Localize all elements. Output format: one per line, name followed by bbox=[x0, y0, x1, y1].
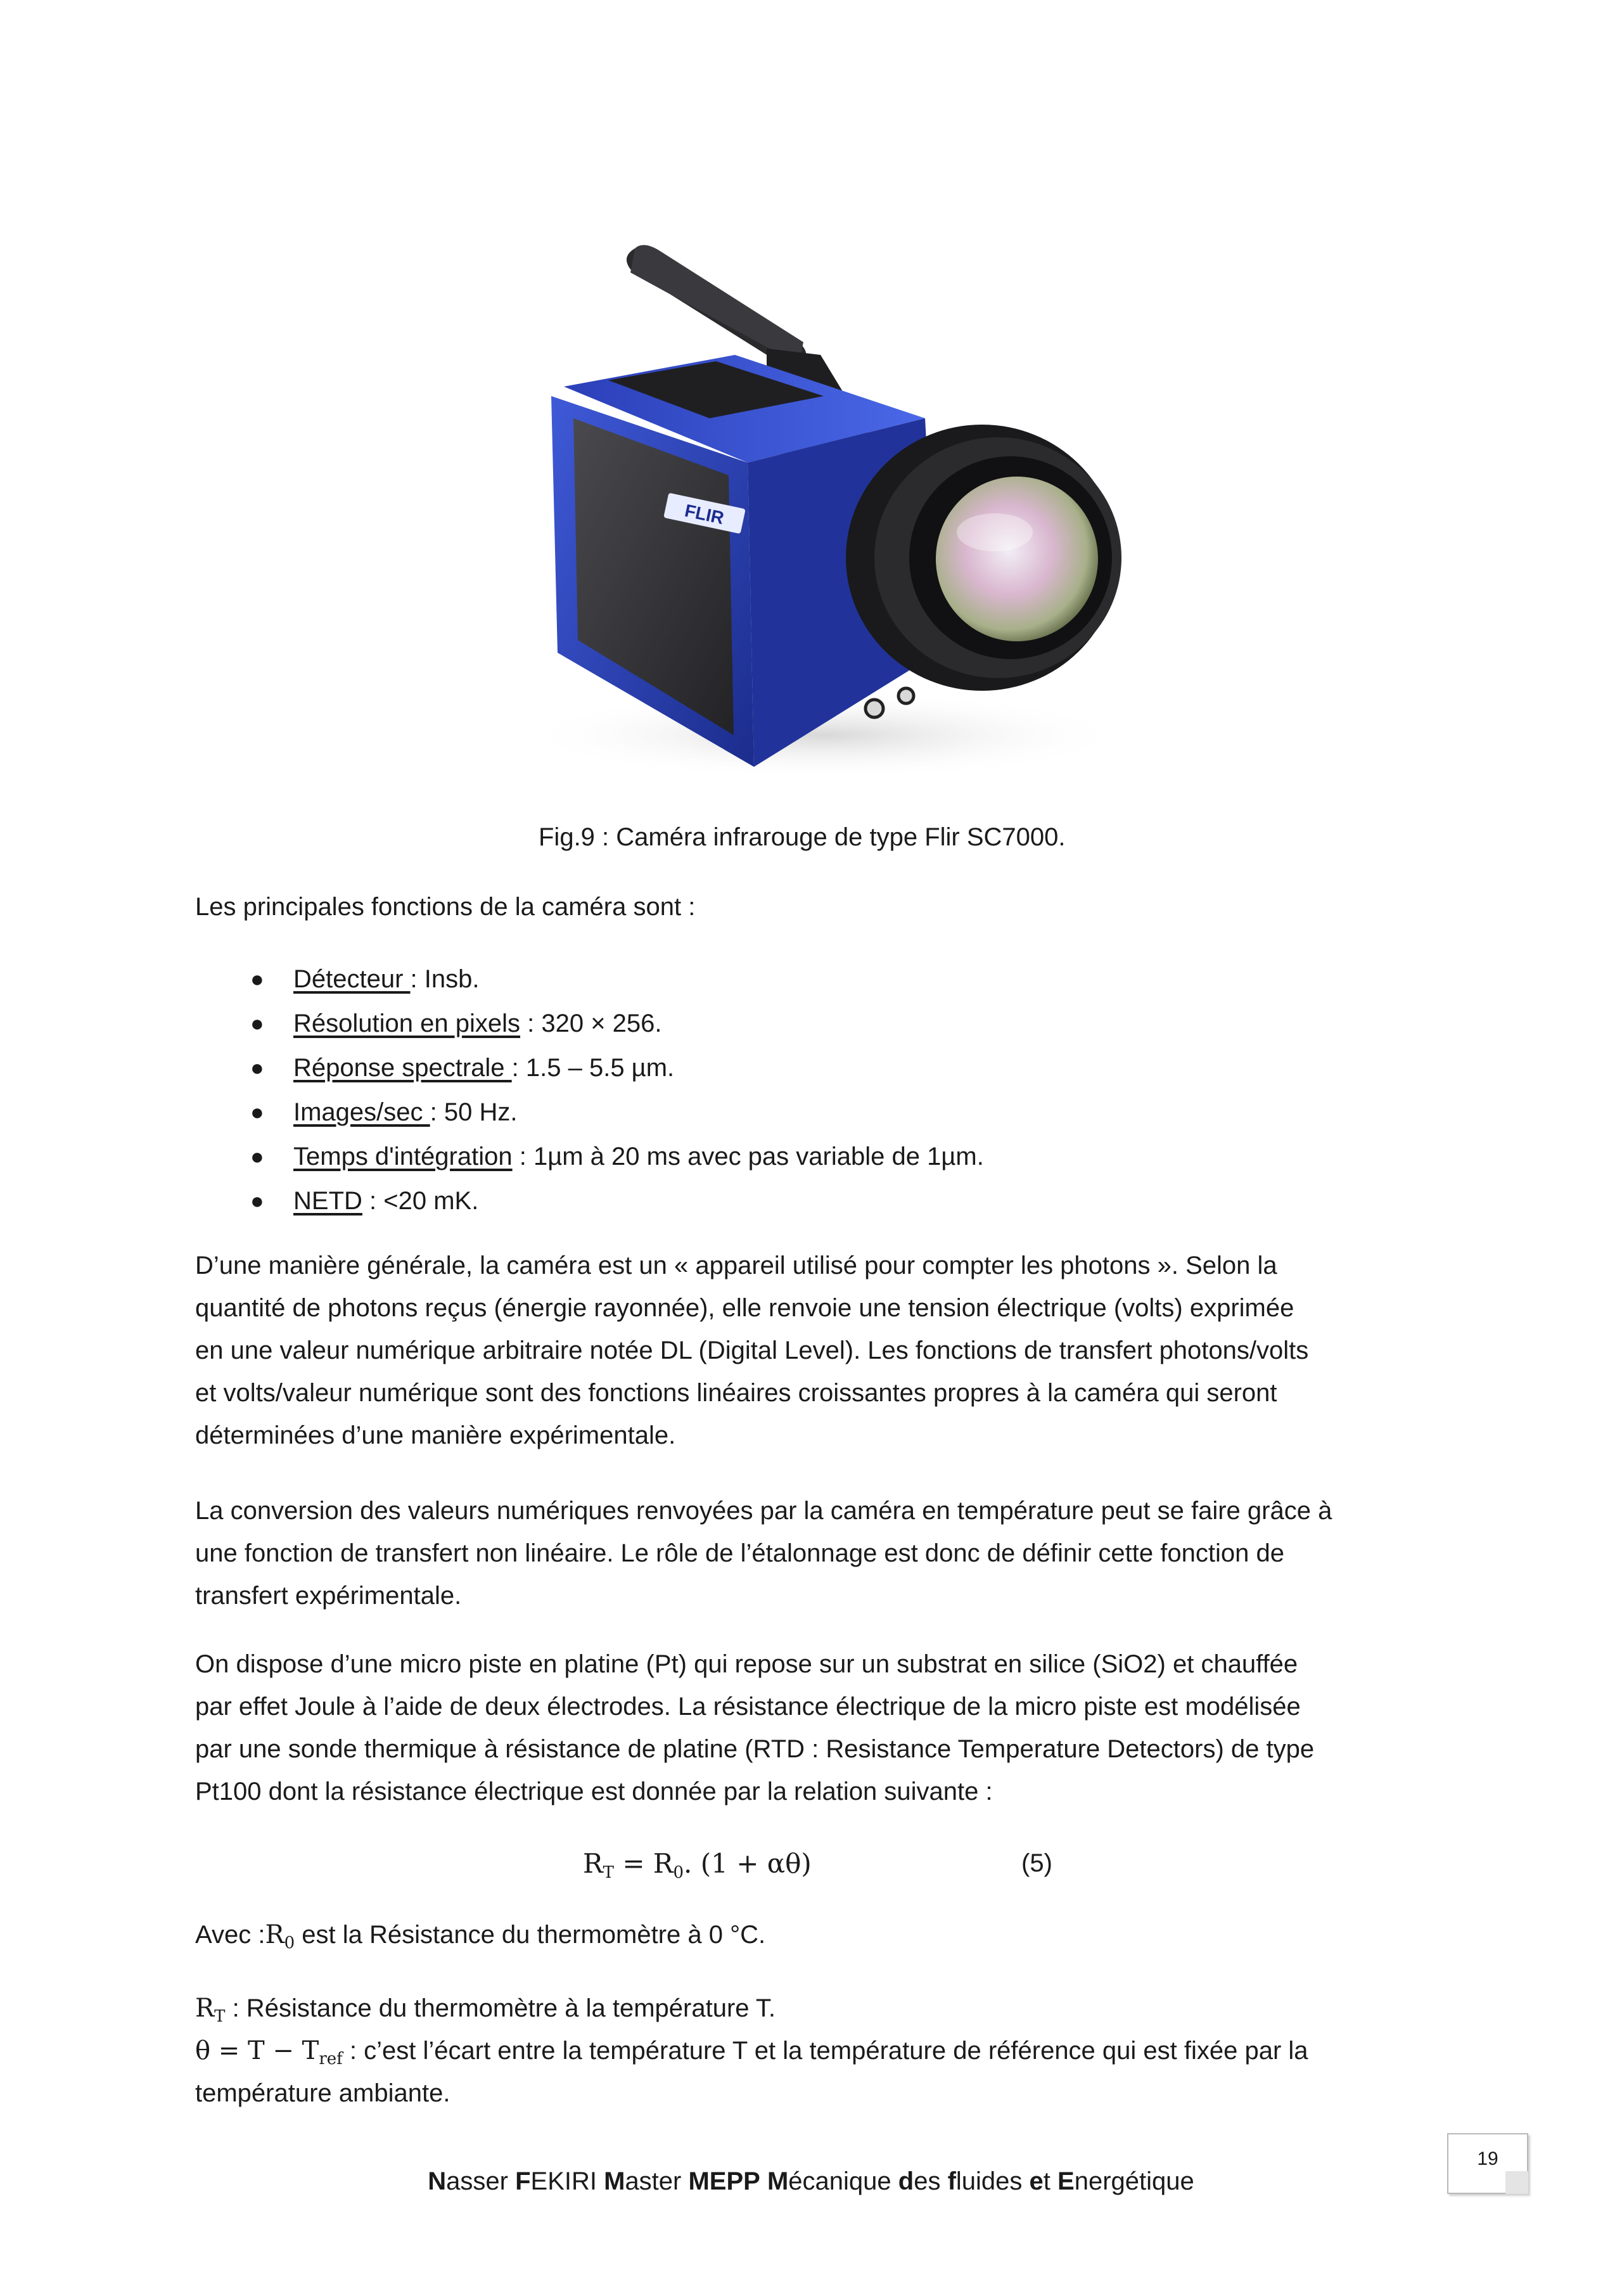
paragraph-line: par une sonde thermique à résistance de platine (RTD : Resistance Temperature Detectors) de type bbox=[195, 1735, 1315, 1763]
equation-r0: R bbox=[653, 1848, 674, 1879]
definition-text: : Résistance du thermomètre à la température T. bbox=[225, 1994, 776, 2022]
definition-symbol: R bbox=[265, 1920, 284, 1949]
footer-text: t bbox=[1043, 2167, 1058, 2195]
definition-text: : c’est l’écart entre la température T et la température de référence qui est fixée par la bbox=[342, 2037, 1308, 2065]
list-item bbox=[250, 1134, 984, 1179]
footer-text: asser bbox=[446, 2167, 516, 2195]
definition-symbol-sub: T bbox=[214, 2007, 226, 2026]
bullet-icon: ● bbox=[250, 1099, 264, 1125]
list-item bbox=[250, 1046, 984, 1090]
spec-value: : 1.5 – 5.5 µm. bbox=[511, 1054, 675, 1082]
footer-text: luides bbox=[955, 2167, 1030, 2195]
camera-figure bbox=[469, 234, 1153, 792]
footer-initial: F bbox=[515, 2167, 531, 2195]
paragraph-line: D’une manière générale, la caméra est un « appareil utilisé pour compter les photons ». Selon la bbox=[195, 1252, 1277, 1279]
spec-value: : <20 mK. bbox=[362, 1187, 479, 1215]
camera-brand-label: FLIR bbox=[683, 500, 726, 529]
equation-rt bbox=[583, 1842, 812, 1894]
paragraph-line: et volts/valeur numérique sont des fonctions linéaires croissantes propres à la caméra qui seront bbox=[195, 1379, 1277, 1407]
page-number: 19 bbox=[1477, 2148, 1498, 2169]
footer-text: nergétique bbox=[1074, 2167, 1194, 2195]
equation-number: (5) bbox=[1021, 1849, 1052, 1877]
paragraph-line: On dispose d’une micro piste en platine (Pt) qui repose sur un substrat en silice (SiO2) et chauffée bbox=[195, 1650, 1298, 1678]
bullet-icon: ● bbox=[250, 1055, 264, 1081]
paragraph-line: une fonction de transfert non linéaire. Le rôle de l’étalonnage est donc de définir cette fonction de bbox=[195, 1539, 1284, 1567]
spec-value: : 320 × 256. bbox=[520, 1010, 662, 1037]
spec-value: : 50 Hz. bbox=[430, 1098, 518, 1126]
footer-initial: N bbox=[428, 2167, 447, 2195]
paragraph-line: La conversion des valeurs numériques renvoyées par la caméra en température peut se faire grâce à bbox=[195, 1497, 1332, 1525]
spec-label: Résolution en pixels bbox=[293, 1010, 520, 1037]
footer-initial: M bbox=[767, 2167, 789, 2195]
definition-prefix: Avec : bbox=[195, 1921, 265, 1949]
paragraph-line: Pt100 dont la résistance électrique est donnée par la relation suivante : bbox=[195, 1778, 993, 1805]
footer-text: aster bbox=[625, 2167, 689, 2195]
definition-symbol: R bbox=[195, 1994, 215, 2023]
footer-text bbox=[760, 2167, 767, 2195]
definition-symbol: θ = T − T bbox=[195, 2036, 319, 2065]
paragraph-line: par effet Joule à l’aide de deux électrodes. La résistance électrique de la micro piste est modélisée bbox=[195, 1693, 1301, 1721]
equation-lhs-sub: T bbox=[603, 1863, 614, 1882]
equation-equals: = bbox=[613, 1848, 653, 1879]
spec-label: Images/sec bbox=[293, 1098, 430, 1126]
spec-value: : 1µm à 20 ms avec pas variable de 1µm. bbox=[512, 1143, 984, 1170]
camera-image bbox=[469, 234, 1153, 792]
spec-value: : Insb. bbox=[410, 965, 480, 993]
paragraph-line: transfert expérimentale. bbox=[195, 1582, 462, 1610]
bullet-icon: ● bbox=[250, 966, 264, 992]
list-item bbox=[250, 957, 984, 1001]
footer-text: écanique bbox=[788, 2167, 898, 2195]
list-item bbox=[250, 1179, 984, 1223]
paragraph-line: quantité de photons reçus (énergie rayonnée), elle renvoie une tension électrique (volts) exprimée bbox=[195, 1294, 1294, 1322]
footer-initial: M bbox=[604, 2167, 625, 2195]
bullet-icon: ● bbox=[250, 1188, 264, 1214]
footer bbox=[0, 2167, 1622, 2196]
footer-initial: d bbox=[898, 2167, 914, 2195]
paragraph-line: en une valeur numérique arbitraire notée DL (Digital Level). Les fonctions de transfert photons/volts bbox=[195, 1337, 1309, 1364]
footer-text: EKIRI bbox=[530, 2167, 604, 2195]
spec-label: NETD bbox=[293, 1187, 362, 1215]
paragraph-camera-principle bbox=[195, 1245, 1443, 1457]
definition-theta-continuation: température ambiante. bbox=[195, 2079, 450, 2107]
footer-initial: E bbox=[1057, 2167, 1075, 2195]
spec-label: Détecteur bbox=[293, 965, 411, 993]
paragraph-micro-track bbox=[195, 1643, 1443, 1813]
bullet-icon: ● bbox=[250, 1143, 264, 1169]
footer-initial: e bbox=[1029, 2167, 1044, 2195]
paragraph-line: déterminées d’une manière expérimentale. bbox=[195, 1421, 676, 1449]
equation-lhs: R bbox=[583, 1848, 603, 1879]
definition-symbol-sub: 0 bbox=[284, 1934, 295, 1953]
figure-caption: Fig.9 : Caméra infrarouge de type Flir SC7000. bbox=[539, 823, 1066, 851]
list-item bbox=[250, 1001, 984, 1046]
definition-text: est la Résistance du thermomètre à 0 °C. bbox=[295, 1921, 766, 1949]
list-item bbox=[250, 1090, 984, 1134]
equation-rhs: . (1 + αθ) bbox=[684, 1848, 812, 1879]
footer-initial: MEPP bbox=[688, 2167, 760, 2195]
bullet-icon: ● bbox=[250, 1010, 264, 1036]
paragraph-calibration bbox=[195, 1490, 1443, 1617]
definition-symbol-sub: ref bbox=[319, 2049, 343, 2068]
spec-list bbox=[250, 957, 984, 1223]
intro-text: Les principales fonctions de la caméra sont : bbox=[195, 893, 696, 921]
spec-label: Temps d'intégration bbox=[293, 1143, 513, 1170]
definition-r0 bbox=[195, 1914, 765, 1965]
equation-r0-sub: 0 bbox=[673, 1863, 684, 1882]
spec-label: Réponse spectrale bbox=[293, 1054, 512, 1082]
footer-initial: f bbox=[947, 2167, 956, 2195]
footer-text: es bbox=[914, 2167, 948, 2195]
